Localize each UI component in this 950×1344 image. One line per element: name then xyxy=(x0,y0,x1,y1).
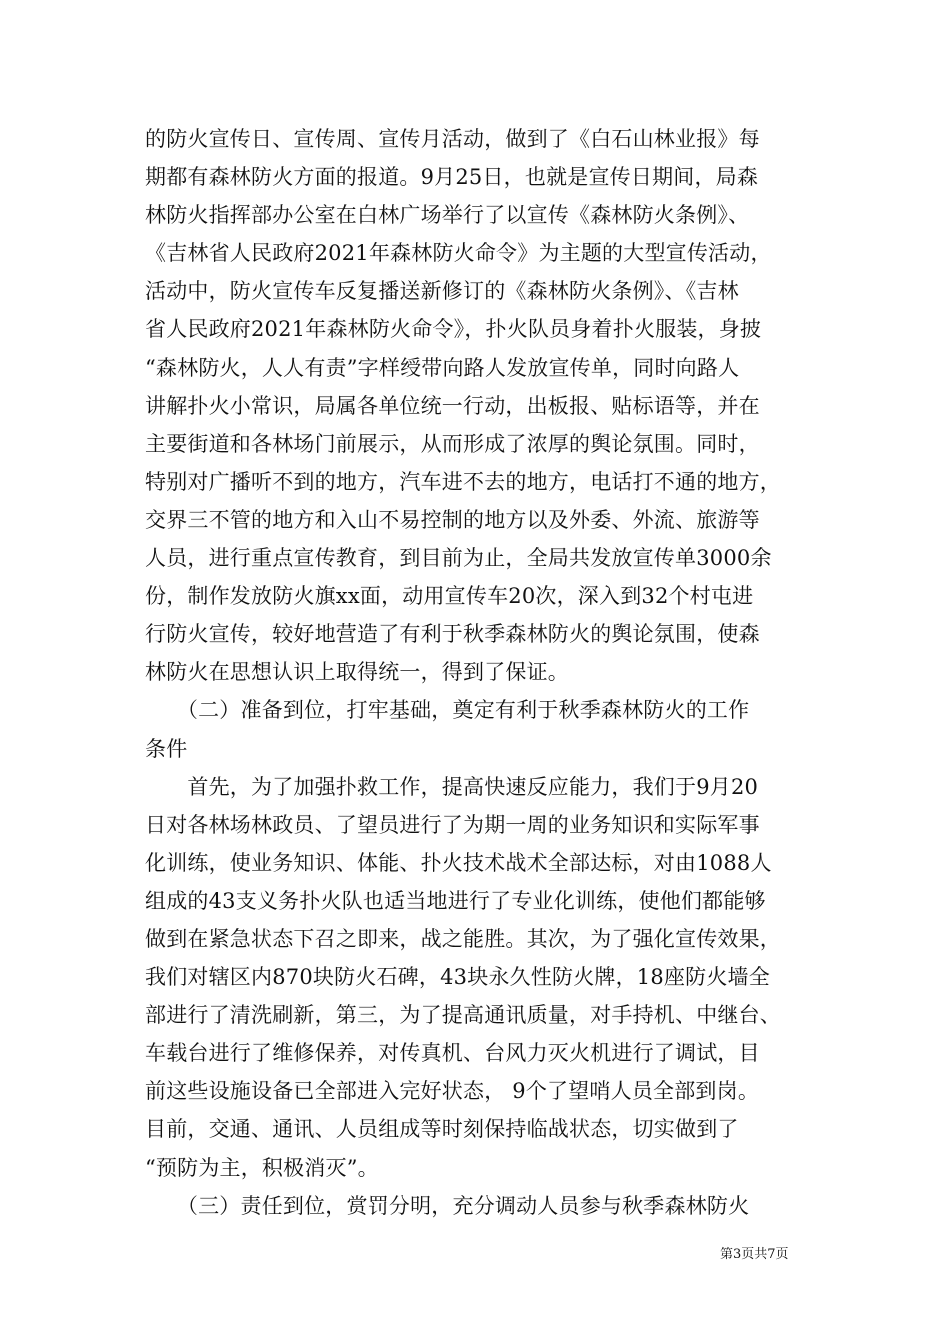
text-line: 车载台进行了维修保养，对传真机、台风力灭火机进行了调试，目 xyxy=(145,1041,760,1066)
text-line: 组成的43支义务扑火队也适当地进行了专业化训练，使他们都能够 xyxy=(145,888,766,913)
text-line: 省人民政府2021年森林防火命令》，扑火队员身着扑火服装，身披 xyxy=(145,317,762,342)
text-line: 部进行了清洗刷新，第三，为了提高通讯质量，对手持机、中继台、 xyxy=(145,1003,781,1028)
text-line: 条件 xyxy=(145,736,188,761)
text-line: 我们对辖区内870块防火石碑，43块永久性防火牌，18座防火墙全 xyxy=(145,965,770,990)
text-line: 前这些设施设备已全部进入完好状态， 9个了望哨人员全部到岗。 xyxy=(145,1079,760,1104)
text-line: 份，制作发放防火旗xx面，动用宣传车20次，深入到32个村屯进 xyxy=(145,584,754,609)
text-line: 化训练，使业务知识、体能、扑火技术战术全部达标，对由1088人 xyxy=(145,850,772,875)
text-line: 特别对广播听不到的地方，汽车进不去的地方，电话打不通的地方， xyxy=(145,469,781,494)
text-line: 行防火宣传，较好地营造了有利于秋季森林防火的舆论氛围，使森 xyxy=(145,622,760,647)
text-line: （三）责任到位，赏罚分明，充分调动人员参与秋季森林防火 xyxy=(145,1193,750,1218)
page-number: 第3页共7页 xyxy=(720,1247,789,1262)
document-body xyxy=(145,120,810,1225)
text-line: 林防火指挥部办公室在白林广场举行了以宣传《森林防火条例》、 xyxy=(145,203,750,228)
text-line: 活动中，防火宣传车反复播送新修订的《森林防火条例》、《吉林 xyxy=(145,279,739,304)
text-line: 期都有森林防火方面的报道。9月25日，也就是宣传日期间，局森 xyxy=(145,165,759,190)
text-line: 《吉林省人民政府2021年森林防火命令》为主题的大型宣传活动， xyxy=(145,241,772,266)
text-line: 交界三不管的地方和入山不易控制的地方以及外委、外流、旅游等 xyxy=(145,507,760,532)
text-line: 讲解扑火小常识，局属各单位统一行动，出板报、贴标语等，并在 xyxy=(145,393,760,418)
text-line: “预防为主，积极消灭”。 xyxy=(145,1155,379,1180)
text-line: “森林防火，人人有责”字样绶带向路人发放宣传单，同时向路人 xyxy=(145,355,740,380)
text-line: 的防火宣传日、宣传周、宣传月活动，做到了《白石山林业报》每 xyxy=(145,127,760,151)
text-line: 日对各林场林政员、了望员进行了为期一周的业务知识和实际军事 xyxy=(145,812,760,837)
text-line: 做到在紧急状态下召之即来，战之能胜。其次，为了强化宣传效果， xyxy=(145,926,781,951)
text-line: 目前，交通、通讯、人员组成等时刻保持临战状态，切实做到了 xyxy=(145,1117,739,1142)
text-line: 人员，进行重点宣传教育，到目前为止，全局共发放宣传单3000余 xyxy=(145,546,772,571)
text-line: 首先，为了加强扑救工作，提高快速反应能力，我们于9月20 xyxy=(145,774,759,799)
text-line: 主要街道和各林场门前展示，从而形成了浓厚的舆论氛围。同时， xyxy=(145,431,760,456)
text-line: 林防火在思想认识上取得统一，得到了保证。 xyxy=(145,660,569,685)
text-line: （二）准备到位，打牢基础，奠定有利于秋季森林防火的工作 xyxy=(145,698,750,723)
